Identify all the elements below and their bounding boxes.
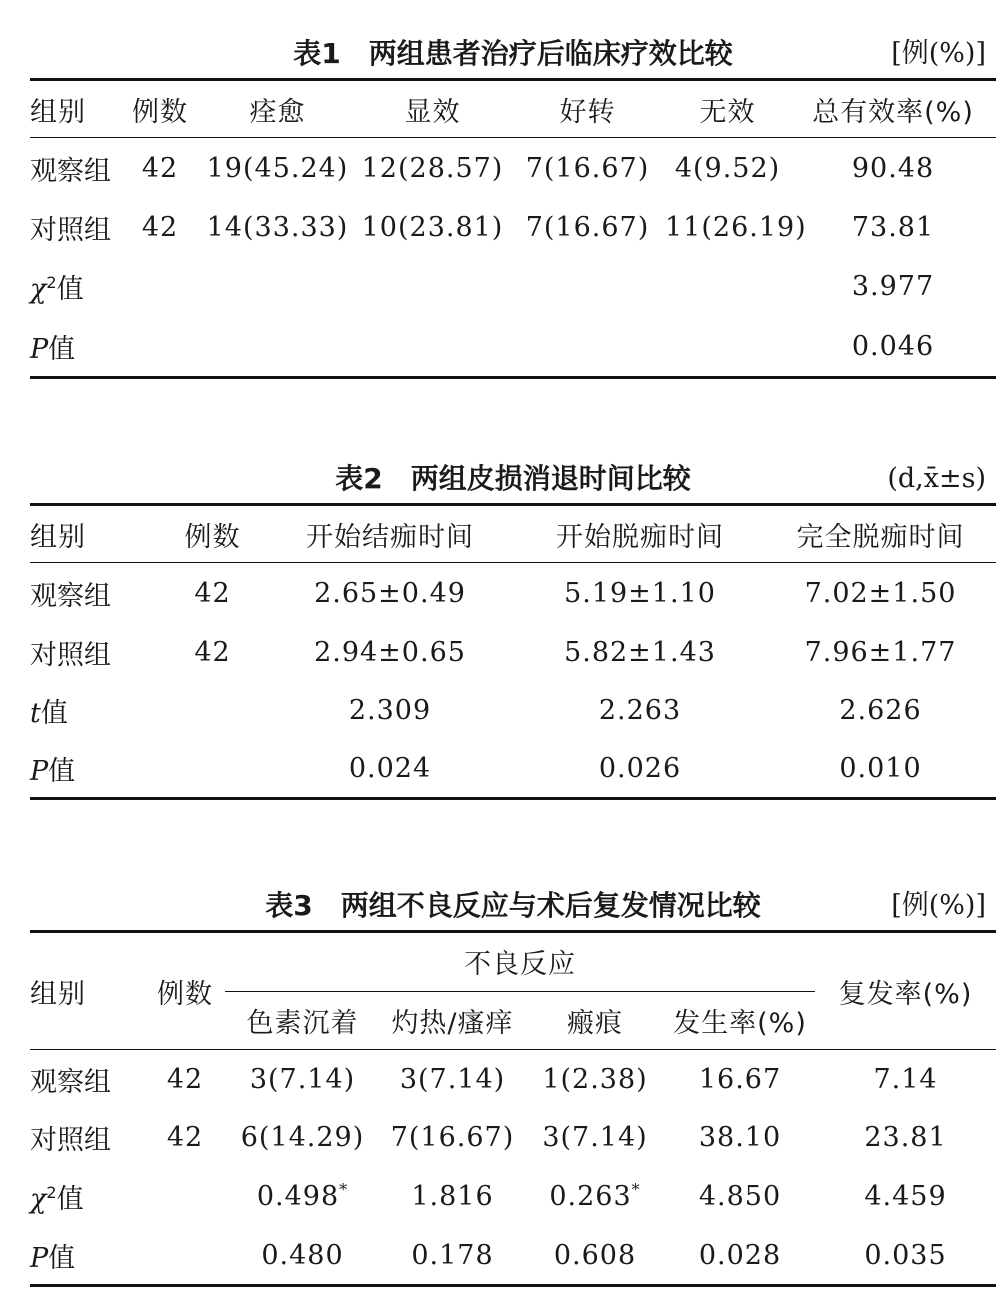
t3-row1-pigmentation: 3(7.14) bbox=[249, 1063, 356, 1095]
t1-row1-total-rate: 90.48 bbox=[851, 152, 935, 184]
t1-row1-marked: 12(28.57) bbox=[361, 152, 504, 184]
t1-row1-count: 42 bbox=[141, 152, 179, 184]
t3-chi-value-5: 4.459 bbox=[864, 1181, 947, 1212]
t2-header-scab-start: 开始结痂时间 bbox=[306, 521, 474, 553]
t1-row2-count: 42 bbox=[141, 211, 179, 243]
table-1-body bbox=[30, 138, 996, 376]
t2-t-label: t值 bbox=[30, 697, 68, 729]
t3-p-value-5: 0.035 bbox=[864, 1239, 947, 1271]
t1-row1-ineffective: 4(9.52) bbox=[674, 152, 781, 184]
t1-row1-improved: 7(16.67) bbox=[525, 152, 650, 184]
t3-row1-count: 42 bbox=[166, 1063, 204, 1095]
t3-p-value-2: 0.178 bbox=[411, 1239, 494, 1271]
table-1-title: 表1 两组患者治疗后临床疗效比较 bbox=[293, 37, 733, 70]
t2-p-value-3: 0.010 bbox=[839, 752, 922, 784]
t3-header-count: 例数 bbox=[157, 978, 213, 1010]
table-row bbox=[30, 1050, 996, 1108]
t2-header-scab-shed-start: 开始脱痂时间 bbox=[556, 521, 724, 553]
table-row bbox=[30, 138, 996, 198]
t2-header-group: 组别 bbox=[30, 521, 86, 553]
t3-chi-value-2: 1.816 bbox=[411, 1181, 494, 1212]
t3-row1-group: 观察组 bbox=[30, 1066, 111, 1098]
t2-t-value-2: 2.263 bbox=[598, 694, 682, 726]
table-1-unit: [例(%)] bbox=[891, 38, 986, 69]
t3-row2-count: 42 bbox=[166, 1121, 204, 1153]
table-2-caption bbox=[30, 455, 996, 503]
table-1 bbox=[30, 30, 996, 379]
t1-row1-cured: 19(45.24) bbox=[206, 152, 349, 184]
table-row bbox=[30, 623, 996, 681]
table-2-bottom-rule bbox=[30, 797, 996, 800]
t2-row1-scab-start: 2.65±0.49 bbox=[314, 577, 466, 609]
table-row bbox=[30, 563, 996, 623]
t1-header-ineffective: 无效 bbox=[699, 96, 756, 128]
t3-chi-value-4: 4.850 bbox=[698, 1181, 782, 1212]
table-3-caption bbox=[30, 882, 996, 930]
t3-chi-value-3: 0.263* bbox=[549, 1180, 641, 1212]
t1-row2-total-rate: 73.81 bbox=[851, 211, 935, 243]
t1-header-group: 组别 bbox=[30, 96, 86, 128]
table-row bbox=[30, 198, 996, 256]
t2-row1-count: 42 bbox=[194, 577, 231, 609]
t3-p-label: P值 bbox=[30, 1242, 76, 1274]
t2-row2-scab-shed-complete: 7.96±1.77 bbox=[804, 636, 957, 668]
table-row-p bbox=[30, 316, 996, 376]
table-row bbox=[30, 1108, 996, 1166]
t1-header-cured: 痊愈 bbox=[249, 96, 306, 128]
table-3 bbox=[30, 882, 996, 1287]
t2-header-scab-shed-complete: 完全脱痂时间 bbox=[796, 521, 965, 553]
table-row-chi bbox=[30, 256, 996, 316]
t1-chi-label: $\chi^2$值 bbox=[30, 272, 84, 305]
t3-row1-scar: 1(2.38) bbox=[542, 1063, 648, 1095]
t1-p-value: 0.046 bbox=[851, 330, 935, 362]
t3-row1-incidence: 16.67 bbox=[698, 1063, 782, 1095]
t1-header-count: 例数 bbox=[132, 96, 188, 128]
table-2-title: 表2 两组皮损消退时间比较 bbox=[335, 462, 691, 495]
t3-p-value-1: 0.480 bbox=[261, 1239, 344, 1271]
table-3-title: 表3 两组不良反应与术后复发情况比较 bbox=[265, 889, 761, 922]
t3-subheader-burning-itching: 灼热/瘙痒 bbox=[391, 1007, 514, 1039]
t3-row2-group: 对照组 bbox=[30, 1124, 111, 1156]
table-3-body bbox=[30, 1050, 996, 1284]
table-2-header bbox=[30, 506, 996, 562]
t2-header-count: 例数 bbox=[184, 521, 241, 553]
t3-row1-recurrence: 7.14 bbox=[873, 1063, 938, 1095]
t3-row2-scar: 3(7.14) bbox=[542, 1121, 648, 1153]
table-1-bottom-rule bbox=[30, 376, 996, 379]
table-2-unit: (d,x̄±s) bbox=[887, 463, 986, 494]
t1-header-marked: 显效 bbox=[404, 96, 461, 128]
t1-row2-ineffective: 11(26.19) bbox=[665, 211, 807, 243]
t2-t-value-3: 2.626 bbox=[839, 694, 922, 726]
t2-row1-group: 观察组 bbox=[30, 580, 111, 612]
table-2 bbox=[30, 455, 996, 800]
table-row-t bbox=[30, 681, 996, 739]
t3-row2-pigmentation: 6(14.29) bbox=[240, 1121, 365, 1153]
t3-header-recurrence: 复发率(%) bbox=[838, 978, 973, 1010]
t3-row1-burning-itching: 3(7.14) bbox=[399, 1063, 506, 1095]
t3-p-value-4: 0.028 bbox=[698, 1239, 782, 1271]
t2-row2-count: 42 bbox=[194, 636, 231, 668]
table-3-unit: [例(%)] bbox=[891, 890, 986, 921]
t3-row2-burning-itching: 7(16.67) bbox=[390, 1121, 515, 1153]
t2-row2-group: 对照组 bbox=[30, 639, 111, 671]
table-3-header bbox=[30, 933, 996, 1049]
t3-subheader-pigmentation: 色素沉着 bbox=[246, 1007, 359, 1039]
table-2-body bbox=[30, 563, 996, 797]
t2-p-value-2: 0.026 bbox=[598, 752, 682, 784]
t3-chi-label: $\chi^2$值 bbox=[30, 1182, 84, 1215]
t1-row1-group: 观察组 bbox=[30, 155, 111, 187]
table-1-caption bbox=[30, 30, 996, 78]
t3-subheader-scar: 瘢痕 bbox=[567, 1007, 623, 1039]
t1-row2-improved: 7(16.67) bbox=[525, 211, 650, 243]
t3-row2-recurrence: 23.81 bbox=[864, 1121, 947, 1153]
table-3-bottom-rule bbox=[30, 1284, 996, 1287]
table-row-chi bbox=[30, 1166, 996, 1226]
t3-chi-value-1: 0.498* bbox=[256, 1180, 349, 1212]
t2-p-label: P值 bbox=[30, 755, 76, 787]
t3-header-adverse: 不良反应 bbox=[225, 933, 815, 991]
t3-row2-incidence: 38.10 bbox=[698, 1121, 782, 1153]
t2-row1-scab-shed-complete: 7.02±1.50 bbox=[804, 577, 957, 609]
t2-row1-scab-shed-start: 5.19±1.10 bbox=[564, 577, 716, 609]
t2-p-value-1: 0.024 bbox=[348, 752, 432, 784]
t1-row2-cured: 14(33.33) bbox=[206, 211, 349, 243]
t1-p-label: P值 bbox=[30, 333, 76, 365]
t1-row2-marked: 10(23.81) bbox=[361, 211, 504, 243]
t3-subheader-incidence: 发生率(%) bbox=[673, 1007, 807, 1039]
t3-header-group: 组别 bbox=[30, 978, 86, 1010]
t1-header-total-rate: 总有效率(%) bbox=[812, 96, 974, 128]
table-row-p bbox=[30, 1226, 996, 1284]
t1-chi-value: 3.977 bbox=[851, 270, 935, 302]
t1-row2-group: 对照组 bbox=[30, 214, 111, 246]
t2-row2-scab-start: 2.94±0.65 bbox=[314, 636, 466, 668]
table-row-p bbox=[30, 739, 996, 797]
table-1-header bbox=[30, 81, 996, 137]
t1-header-improved: 好转 bbox=[559, 96, 616, 128]
t2-row2-scab-shed-start: 5.82±1.43 bbox=[564, 636, 716, 668]
t2-t-value-1: 2.309 bbox=[348, 694, 432, 726]
t3-p-value-3: 0.608 bbox=[553, 1239, 637, 1271]
